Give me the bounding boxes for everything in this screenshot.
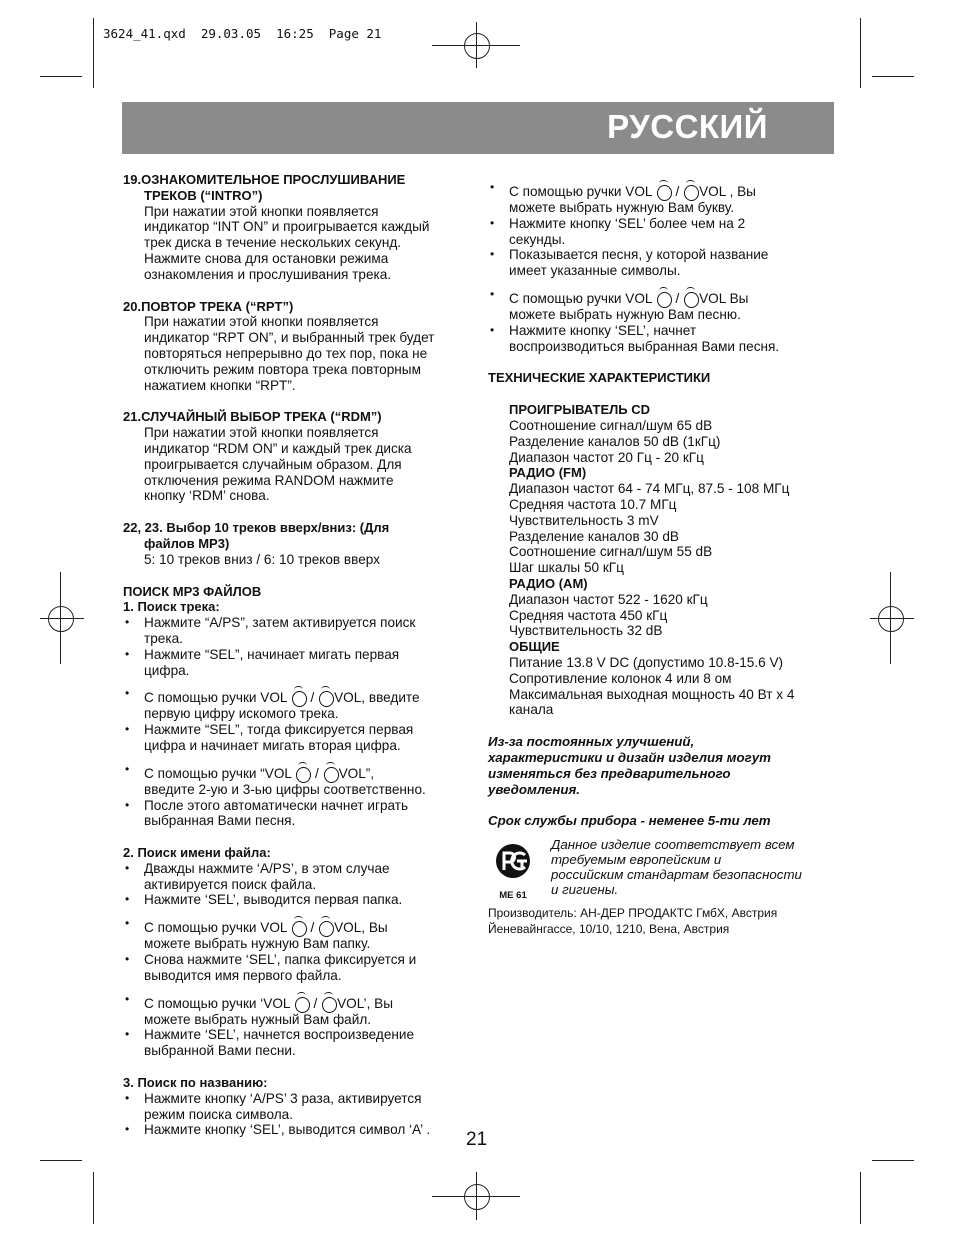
rst-logo-icon [491,843,535,883]
list-item: • Показывается песня, у которой название имеет указанные символы. [488,247,838,279]
list-item: • Нажмите кнопку ‘A/PS’ 3 раза, активируется режим поиска символа. [123,1091,473,1123]
file-search-heading: 2. Поиск имени файла: [123,845,271,861]
crop-mark [860,1172,861,1224]
section-19-heading-line2: ТРЕКОВ (“INTRO”) [144,187,263,203]
vol-knob-icon [321,992,337,1012]
vol-knob-icon [683,180,699,200]
list-item: • С помощью ручки VOL / VOL, введите первую цифру искомого трека. [123,686,473,722]
specs-block: ПРОИГРЫВАТЕЛЬ CD Соотношение сигнал/шум 65 dB Разделение каналов 50 dB (1кГц) Диапазон частот 20 Гц - 20 кГц РАДИО (FM) Диапазон частот 64 - 74 МГц, 87.5 - 108 МГц Средняя частота 10.7 МГц Чувствительность 3 mV Разделение каналов 30 dB Соотношение сигнал/шум 55 dB Шаг шкалы 50 кГц РАДИО (AM) Диапазон частот 522 - 1620 кГц Средняя частота 450 кГц Чувствительность 32 dB ОБЩИЕ Питание 13.8 V DC (допустимо 10.8-15.6 V) Сопротивление колонок 4 или 8 ом Максимальная выходная мощность 40 Вт x 4 канала [488,402,838,718]
slug-line: 3624_41.qxd 29.03.05 16:25 Page 21 [103,26,382,41]
am-heading: РАДИО (AM) [509,575,588,591]
section-19-text: При нажатии этой кнопки появляется индикатор “INT ON” и проигрывается каждый трек диска в течение нескольких секунд. Нажмите снова для остановки режима ознакомления и прослушивания трека. [144,203,430,282]
section-21-text: При нажатии этой кнопки появляется индикатор “RDM ON” и каждый трек диска проигрывается случайным образом. Для отключения режима RANDOM нажмите кнопку ‘RDM’ снова. [144,425,412,504]
list-item: • Нажмите “A/PS”, затем активируется поиск трека. [123,615,473,647]
title-search-heading: 3. Поиск по названию: [123,1075,268,1091]
track-search-heading: 1. Поиск трека: [123,599,220,615]
vol-knob-icon [291,916,307,936]
right-column [488,180,838,937]
rst-certification-logo [491,843,535,899]
list-item: • Нажмите кнопку ‘SEL’ более чем на 2 секунды. [488,216,838,248]
section-22-heading-line2: файлов MP3) [144,535,230,551]
list-item: • Снова нажмите ‘SEL’, папка фиксируется и выводится имя первого файла. [123,952,473,984]
section-21-heading: 21.СЛУЧАЙНЫЙ ВЫБОР ТРЕКА (“RDM”) [123,409,382,425]
crop-mark [860,18,861,88]
list-item: • С помощью ручки VOL / VOL, Вы можете выбрать нужную Вам папку. [123,916,473,952]
section-22-text: 5: 10 треков вниз / 6: 10 треков вверх [144,551,380,567]
list-item: • После этого автоматически начнет играть выбранная Вами песня. [123,798,473,830]
general-heading: ОБЩИЕ [509,639,560,655]
fm-heading: РАДИО (FM) [509,465,587,481]
certification-text: Данное изделие соответствует всем требуемым европейским и российским стандартам безопасности и гигиены. [551,837,802,898]
section-20-text: При нажатии этой кнопки появляется индикатор “RPT ON”, и выбранный трек будет повторяться непрерывно до тех пор, пока не отключить режим повтора трека повторным нажатием кнопки “RPT”. [144,314,435,393]
list-item: • С помощью ручки VOL / VOL , Вы можете выбрать нужную Вам букву. [488,180,838,216]
list-item: • С помощью ручки VOL / VOL Вы можете выбрать нужную Вам песню. [488,287,838,323]
vol-knob-icon [656,287,672,307]
section-19-heading: 19.ОЗНАКОМИТЕЛЬНОЕ ПРОСЛУШИВАНИЕ [123,172,406,187]
list-item: • Нажмите ‘SEL’, выводится первая папка. [123,892,473,908]
vol-knob-icon [318,916,334,936]
crop-mark [872,76,914,77]
notice-text: Из-за постоянных улучшений, характеристики и дизайн изделия могут изменяться без предварительного уведомления. [488,734,771,797]
banner-title: РУССКИЙ [607,108,768,145]
vol-knob-icon [295,762,311,782]
crop-mark [872,1160,914,1161]
vol-knob-icon [656,180,672,200]
cd-heading: ПРОИГРЫВАТЕЛЬ CD [509,402,651,418]
crop-mark [40,1160,82,1161]
language-banner [122,102,834,154]
list-item: • Нажмите кнопку ‘SEL’, начнет воспроизводиться выбранная Вами песня. [488,323,838,355]
vol-knob-icon [318,686,334,706]
list-item: • Нажмите кнопку ‘SEL’, выводится символ ‘A’ . [123,1122,473,1138]
list-item: • Нажмите “SEL”, начинает мигать первая цифра. [123,647,473,679]
crop-mark [93,18,94,88]
certification-code: ME 61 [499,890,527,901]
section-22-heading: 22, 23. Выбор 10 треков вверх/вниз: (Для [123,520,390,536]
crop-mark [93,1172,94,1224]
list-item: • Нажмите ‘SEL’, начнется воспроизведение выбранной Вами песни. [123,1027,473,1059]
mp3-search-heading: ПОИСК MP3 ФАЙЛОВ [123,583,262,599]
list-item: • Дважды нажмите ‘A/PS’, в этом случае активируется поиск файла. [123,861,473,893]
specs-heading: ТЕХНИЧЕСКИЕ ХАРАКТЕРИСТИКИ [488,370,711,386]
vol-knob-icon [294,992,310,1012]
section-20-heading: 20.ПОВТОР ТРЕКА (“RPT”) [123,298,294,314]
vol-knob-icon [291,686,307,706]
vol-knob-icon [323,762,339,782]
left-column [123,172,473,1138]
crop-mark [40,76,82,77]
vol-knob-icon [683,287,699,307]
service-life: Срок службы прибора - неменее 5-ти лет [488,813,771,829]
list-item: • С помощью ручки “VOL / VOL”, введите 2-ую и 3-ью цифры соответственно. [123,762,473,798]
manufacturer: Производитель: АН-ДЕР ПРОДАКТС ГмбХ, Австрия Йеневайнгассе, 10/10, 1210, Вена, Австрия [488,906,778,937]
page-number: 21 [466,1129,488,1150]
list-item: • С помощью ручки ‘VOL / VOL’, Вы можете выбрать нужный Вам файл. [123,992,473,1028]
list-item: • Нажмите “SEL”, тогда фиксируется первая цифра и начинает мигать вторая цифра. [123,722,473,754]
